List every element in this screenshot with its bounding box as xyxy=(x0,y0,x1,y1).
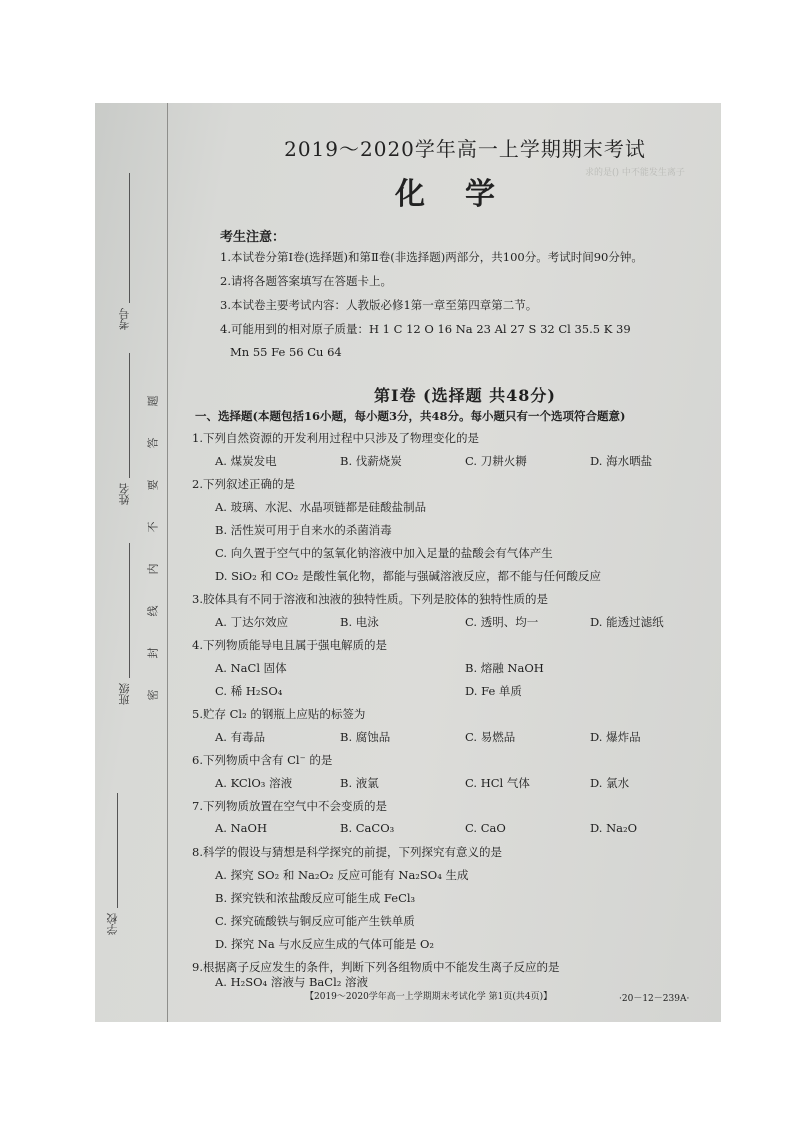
option: B. 液氯 xyxy=(340,776,379,790)
option: A. NaOH xyxy=(215,821,267,835)
option: C. HCl 气体 xyxy=(465,776,530,790)
page-footer: 【2019～2020学年高一上学期期末考试化学 第1页(共4页)】 xyxy=(305,992,553,1002)
option: A. 有毒品 xyxy=(215,730,266,744)
question-stem: 6.下列物质中含有 Cl⁻ 的是 xyxy=(192,753,333,767)
option: D. Fe 单质 xyxy=(465,684,522,698)
option: C. 探究硫酸铁与铜反应可能产生铁单质 xyxy=(215,914,415,928)
option: A. KClO₃ 溶液 xyxy=(215,776,293,790)
label-school: 学校 xyxy=(106,913,119,935)
option: C. 透明、均一 xyxy=(465,615,539,629)
paper-code: ·20－12－239A· xyxy=(619,994,690,1004)
seal-char: 题 xyxy=(146,395,160,407)
seal-char: 要 xyxy=(146,479,160,491)
option: A. H₂SO₄ 溶液与 BaCl₂ 溶液 xyxy=(215,975,369,989)
option: A. 探究 SO₂ 和 Na₂O₂ 反应可能有 Na₂SO₄ 生成 xyxy=(215,868,469,882)
exam-title: 2019～2020学年高一上学期期末考试 xyxy=(284,137,646,161)
note-item: 3.本试卷主要考试内容：人教版必修1第一章至第四章第二节。 xyxy=(220,298,538,312)
option: D. 氯水 xyxy=(590,776,630,790)
seal-char: 线 xyxy=(146,605,160,617)
option: B. 活性炭可用于自来水的杀菌消毒 xyxy=(215,523,392,537)
seal-char: 密 xyxy=(146,689,160,701)
option: D. Na₂O xyxy=(590,821,638,835)
seal-char: 封 xyxy=(146,647,160,659)
option: A. 煤炭发电 xyxy=(215,454,277,468)
option: C. CaO xyxy=(465,821,506,835)
option: B. 电泳 xyxy=(340,615,379,629)
option: A. 玻璃、水泥、水晶项链都是硅酸盐制品 xyxy=(215,500,427,514)
question-stem: 7.下列物质放置在空气中不会变质的是 xyxy=(192,799,387,813)
name-line xyxy=(129,353,130,478)
question-stem: 9.根据离子反应发生的条件，判断下列各组物质中不能发生离子反应的是 xyxy=(192,960,560,974)
note-item: 1.本试卷分第Ⅰ卷(选择题)和第Ⅱ卷(非选择题)两部分，共100分。考试时间90分钟。 xyxy=(220,250,643,264)
option: C. 向久置于空气中的氢氧化钠溶液中加入足量的盐酸会有气体产生 xyxy=(215,546,553,560)
note-item: Mn 55 Fe 56 Cu 64 xyxy=(230,345,342,359)
option: C. 刀耕火耨 xyxy=(465,454,527,468)
option: B. 熔融 NaOH xyxy=(465,661,544,675)
option: D. SiO₂ 和 CO₂ 是酸性氧化物，都能与强碱溶液反应，都不能与任何酸反应 xyxy=(215,569,602,583)
option: D. 能透过滤纸 xyxy=(590,615,664,629)
exam-number-line xyxy=(129,173,130,303)
notes-title: 考生注意： xyxy=(220,230,286,245)
question-stem: 4.下列物质能导电且属于强电解质的是 xyxy=(192,638,387,652)
seal-char: 答 xyxy=(146,437,160,449)
option: B. 探究铁和浓盐酸反应可能生成 FeCl₃ xyxy=(215,891,416,905)
exam-sheet xyxy=(95,103,721,1022)
school-line xyxy=(117,793,118,908)
label-exam-number: 考号 xyxy=(118,308,131,330)
seal-char: 内 xyxy=(146,563,160,575)
seal-char: 不 xyxy=(146,521,160,533)
option: D. 爆炸品 xyxy=(590,730,641,744)
note-item: 4.可能用到的相对原子质量：H 1 C 12 O 16 Na 23 Al 27 S 32 Cl 35.5 K 39 xyxy=(220,322,631,336)
option: A. 丁达尔效应 xyxy=(215,615,289,629)
option: C. 稀 H₂SO₄ xyxy=(215,684,283,698)
binding-line xyxy=(167,103,168,1022)
option: B. 腐蚀品 xyxy=(340,730,391,744)
exam-subject: 化学 xyxy=(395,177,535,212)
question-stem: 8.科学的假设与猜想是科学探究的前提，下列探究有意义的是 xyxy=(192,845,502,859)
label-class: 班级 xyxy=(118,683,131,705)
bleed-through-text: 求的是() 中不能发生离子 xyxy=(585,168,685,178)
question-stem: 3.胶体具有不同于溶液和浊液的独特性质。下列是胶体的独特性质的是 xyxy=(192,592,548,606)
question-stem: 5.贮存 Cl₂ 的钢瓶上应贴的标签为 xyxy=(192,707,366,721)
option: B. CaCO₃ xyxy=(340,821,395,835)
option: B. 伐薪烧炭 xyxy=(340,454,402,468)
section-title: 第Ⅰ卷 (选择题 共48分) xyxy=(373,386,557,405)
option: D. 探究 Na 与水反应生成的气体可能是 O₂ xyxy=(215,937,435,951)
label-name: 姓名 xyxy=(118,483,131,505)
question-stem: 2.下列叙述正确的是 xyxy=(192,477,295,491)
option: D. 海水晒盐 xyxy=(590,454,653,468)
note-item: 2.请将各题答案填写在答题卡上。 xyxy=(220,274,392,288)
section-instruction: 一、选择题(本题包括16小题，每小题3分，共48分。每小题只有一个选项符合题意) xyxy=(195,409,626,423)
option: A. NaCl 固体 xyxy=(215,661,287,675)
question-stem: 1.下列自然资源的开发利用过程中只涉及了物理变化的是 xyxy=(192,431,479,445)
class-line xyxy=(129,543,130,678)
option: C. 易燃品 xyxy=(465,730,516,744)
